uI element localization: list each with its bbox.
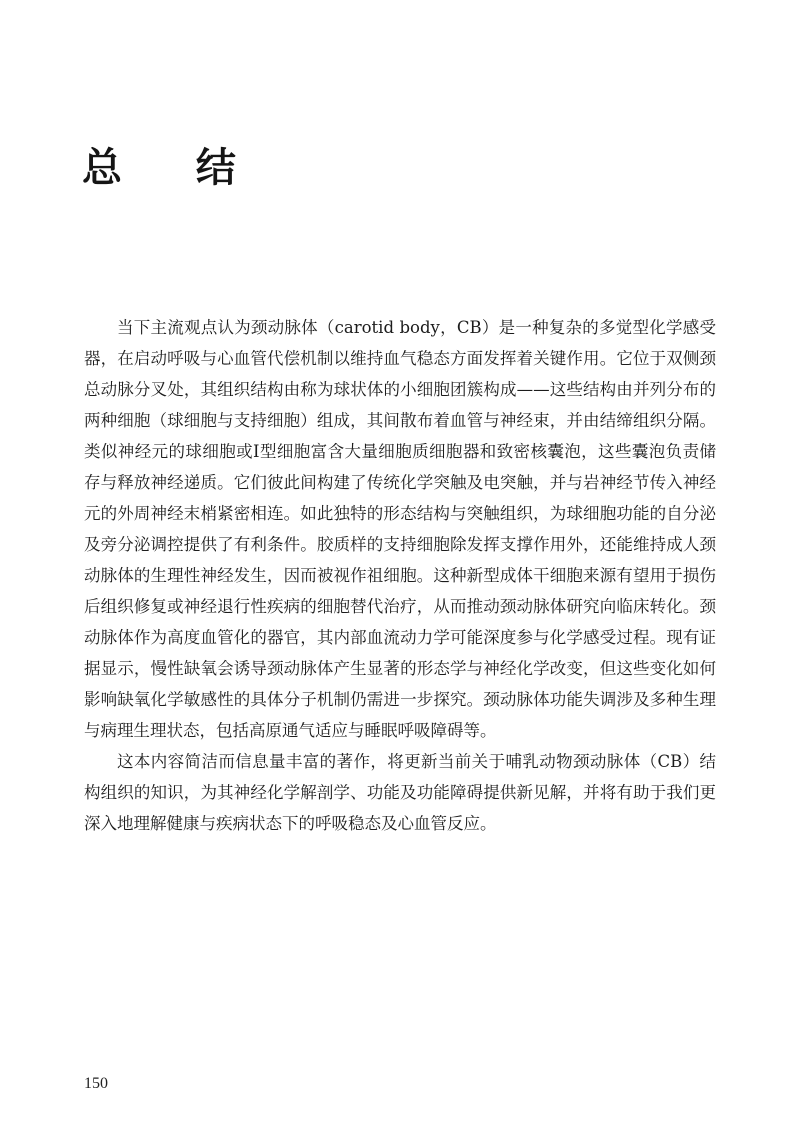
paragraph-2: 这本内容简洁而信息量丰富的著作，将更新当前关于哺乳动物颈动脉体（CB）结构组织的知识，为其神经化学解剖学、功能及功能障碍提供新见解，并将有助于我们更深入地理解健康与疾病状态下的呼吸稳态及心血管反应。 [84,752,716,833]
chapter-title: 总 结 [82,145,266,191]
body-text [84,312,716,839]
paragraph-1: 当下主流观点认为颈动脉体（carotid body，CB）是一种复杂的多觉型化学感受器，在启动呼吸与心血管代偿机制以维持血气稳态方面发挥着关键作用。它位于双侧颈总动脉分叉处，其组织结构由称为球状体的小细胞团簇构成——这些结构由并列分布的两种细胞（球细胞与支持细胞）组成，其间散布着血管与神经束，并由结缔组织分隔。类似神经元的球细胞或Ⅰ型细胞富含大量细胞质细胞器和致密核囊泡，这些囊泡负责储存与释放神经递质。它们彼此间构建了传统化学突触及电突触，并与岩神经节传入神经元的外周神经末梢紧密相连。如此独特的形态结构与突触组织，为球细胞功能的自分泌及旁分泌调控提供了有利条件。胶质样的支持细胞除发挥支撑作用外，还能维持成人颈动脉体的生理性神经发生，因而被视作祖细胞。这种新型成体干细胞来源有望用于损伤后组织修复或神经退行性疾病的细胞替代治疗，从而推动颈动脉体研究向临床转化。颈动脉体作为高度血管化的器官，其内部血流动力学可能深度参与化学感受过程。现有证据显示，慢性缺氧会诱导颈动脉体产生显著的形态学与神经化学改变，但这些变化如何影响缺氧化学敏感性的具体分子机制仍需进一步探究。颈动脉体功能失调涉及多种生理与病理生理状态，包括高原通气适应与睡眠呼吸障碍等。 [84,318,716,740]
page-number: 150 [84,1075,108,1092]
